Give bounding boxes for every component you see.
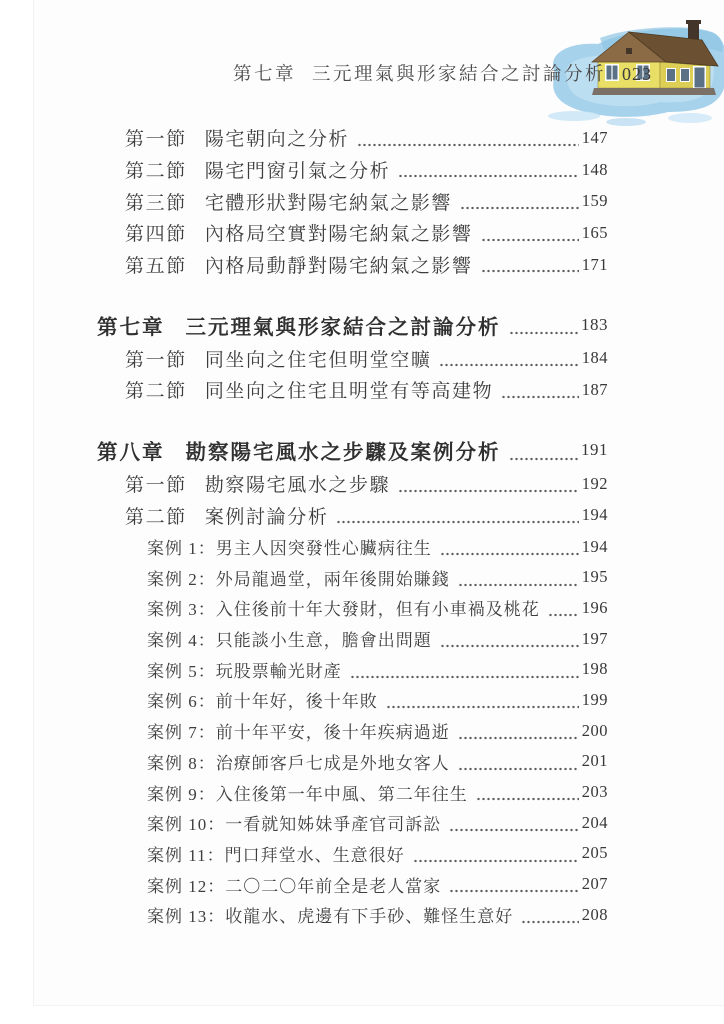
toc-entry bbox=[97, 154, 608, 186]
toc-entry-page: 195 bbox=[581, 567, 608, 587]
toc-entry-page: 187 bbox=[581, 379, 608, 399]
toc-entry-page: 184 bbox=[581, 348, 608, 368]
toc-entry bbox=[97, 807, 608, 838]
toc-entry bbox=[97, 500, 608, 532]
watercolor-streak bbox=[548, 111, 600, 121]
toc-entry bbox=[97, 307, 608, 342]
toc-entry-title: 陽宅門窗引氣之分析 bbox=[204, 161, 391, 183]
header-title: 三元理氣與形家結合之討論分析 bbox=[312, 65, 607, 85]
toc-entry-label: 第二節 bbox=[125, 381, 187, 403]
toc-entry bbox=[97, 838, 608, 869]
running-header bbox=[233, 60, 652, 86]
toc-entry-title: 內格局動靜對陽宅納氣之影響 bbox=[204, 256, 473, 278]
toc-entry-label: 案例 4： bbox=[147, 631, 216, 651]
toc-entry-label: 第二節 bbox=[125, 161, 187, 183]
toc-entry bbox=[97, 468, 608, 500]
toc-entry bbox=[97, 777, 608, 808]
toc-entry-page: 194 bbox=[581, 505, 608, 525]
toc-entry-label: 第五節 bbox=[125, 256, 187, 278]
toc-entry bbox=[97, 374, 608, 406]
toc-entry bbox=[97, 869, 608, 900]
toc-entry-label: 第一節 bbox=[125, 349, 187, 371]
toc-entry bbox=[97, 122, 608, 154]
toc-entry bbox=[97, 654, 608, 685]
toc-entry-label: 案例 10： bbox=[147, 815, 226, 835]
toc-entry bbox=[97, 562, 608, 593]
toc-entry-title: 宅體形狀對陽宅納氣之影響 bbox=[204, 192, 453, 214]
toc-entry bbox=[97, 623, 608, 654]
toc-entry-page: 159 bbox=[581, 191, 608, 211]
toc-entry-title: 陽宅朝向之分析 bbox=[204, 129, 350, 151]
toc-entry bbox=[97, 217, 608, 249]
toc-entry-label: 第三節 bbox=[125, 192, 187, 214]
toc-entry-title: 內格局空實對陽宅納氣之影響 bbox=[204, 224, 473, 246]
toc-entry-title: 前十年好，後十年敗 bbox=[215, 692, 378, 712]
toc-entry-title: 案例討論分析 bbox=[204, 506, 329, 528]
dot-leader bbox=[458, 736, 579, 740]
toc-entry-label: 案例 5： bbox=[147, 661, 216, 681]
dot-leader bbox=[509, 331, 579, 335]
toc-entry-title: 入住後第一年中風、第二年往生 bbox=[215, 784, 468, 804]
dot-leader bbox=[440, 644, 579, 648]
toc-entry bbox=[97, 715, 608, 746]
toc-entry-title: 男主人因突發性心臟病往生 bbox=[215, 539, 432, 559]
dot-leader bbox=[398, 489, 579, 493]
toc-entry-label: 案例 13： bbox=[147, 907, 226, 927]
toc-entry-page: 196 bbox=[581, 597, 608, 617]
toc-entry-page: 148 bbox=[581, 159, 608, 179]
toc-entry-label: 案例 12： bbox=[147, 876, 226, 896]
header-chapter: 第七章 bbox=[233, 65, 297, 85]
toc-entry-page: 183 bbox=[581, 314, 608, 334]
dot-leader bbox=[398, 174, 579, 178]
toc-entry-label: 案例 11： bbox=[147, 845, 225, 865]
toc-entry-page: 191 bbox=[581, 440, 608, 460]
toc-entry-title: 只能談小生意，膽會出問題 bbox=[215, 631, 432, 651]
toc-entry-title: 二〇二〇年前全是老人當家 bbox=[225, 876, 442, 896]
toc-entry bbox=[97, 899, 608, 930]
dot-leader bbox=[481, 269, 579, 273]
toc-entry-page: 203 bbox=[581, 782, 608, 802]
dot-leader bbox=[336, 520, 578, 524]
toc-entry-page: 198 bbox=[581, 659, 608, 679]
toc-entry bbox=[97, 593, 608, 624]
dot-leader bbox=[481, 238, 579, 242]
toc-entry-label: 案例 1： bbox=[147, 539, 216, 559]
toc-entry-label: 第一節 bbox=[125, 475, 187, 497]
toc-entry-page: 199 bbox=[581, 689, 608, 709]
toc-entry-title: 玩股票輸光財產 bbox=[215, 661, 342, 681]
toc-entry-page: 207 bbox=[581, 874, 608, 894]
toc-entry-page: 192 bbox=[581, 473, 608, 493]
toc-entry-title: 一看就知姊妹爭產官司訴訟 bbox=[225, 815, 442, 835]
toc-entry-label: 第二節 bbox=[125, 506, 187, 528]
toc-entry-title: 勘察陽宅風水之步驟及案例分析 bbox=[185, 441, 501, 465]
toc-entry bbox=[97, 342, 608, 374]
toc-entry-page: 147 bbox=[581, 127, 608, 147]
toc-entry-title: 收龍水、虎邊有下手砂、難怪生意好 bbox=[225, 907, 514, 927]
toc-entry-page: 200 bbox=[581, 720, 608, 740]
toc-entry-label: 案例 8： bbox=[147, 753, 216, 773]
dot-leader bbox=[521, 920, 579, 924]
dot-leader bbox=[386, 705, 579, 709]
toc-entry-title: 門口拜堂水、生意很好 bbox=[224, 845, 405, 865]
toc-entry-page: 165 bbox=[581, 222, 608, 242]
dot-leader bbox=[449, 828, 579, 832]
toc-list bbox=[97, 122, 608, 930]
watercolor-streak bbox=[606, 118, 646, 126]
toc-entry-label: 第一節 bbox=[125, 129, 187, 151]
dot-leader bbox=[449, 889, 579, 893]
dot-leader bbox=[460, 206, 579, 210]
dot-leader bbox=[357, 143, 579, 147]
toc-entry-label: 第四節 bbox=[125, 224, 187, 246]
toc-entry-title: 外局龍過堂，兩年後開始賺錢 bbox=[215, 569, 450, 589]
header-page-number: 023 bbox=[622, 64, 653, 84]
toc-entry-title: 治療師客戶七成是外地女客人 bbox=[215, 753, 450, 773]
dot-leader bbox=[350, 675, 579, 679]
toc-entry-title: 同坐向之住宅且明堂有等高建物 bbox=[204, 381, 494, 403]
toc-entry-label: 第八章 bbox=[97, 441, 165, 465]
toc-entry-title: 同坐向之住宅但明堂空曠 bbox=[204, 349, 432, 371]
toc-entry-label: 案例 7： bbox=[147, 723, 216, 743]
dot-leader bbox=[458, 767, 579, 771]
toc-entry-label: 第七章 bbox=[97, 315, 165, 339]
toc-entry bbox=[97, 685, 608, 716]
dot-leader bbox=[439, 363, 578, 367]
toc-entry-label: 案例 6： bbox=[147, 692, 216, 712]
dot-leader bbox=[413, 859, 579, 863]
toc-entry-label: 案例 2： bbox=[147, 569, 216, 589]
toc-entry-page: 205 bbox=[581, 843, 608, 863]
toc-entry-page: 201 bbox=[581, 751, 608, 771]
toc-entry bbox=[97, 746, 608, 777]
toc-entry-title: 勘察陽宅風水之步驟 bbox=[204, 475, 391, 497]
dot-leader bbox=[458, 583, 579, 587]
toc-entry-label: 案例 9： bbox=[147, 784, 216, 804]
toc-entry-page: 171 bbox=[581, 254, 608, 274]
toc-entry-label: 案例 3： bbox=[147, 600, 216, 620]
toc-entry-page: 197 bbox=[581, 628, 608, 648]
dot-leader bbox=[440, 552, 579, 556]
dot-leader bbox=[476, 797, 579, 801]
toc-entry-title: 入住後前十年大發財，但有小車禍及桃花 bbox=[215, 600, 540, 620]
toc-entry bbox=[97, 185, 608, 217]
toc-entry-title: 三元理氣與形家結合之討論分析 bbox=[185, 315, 501, 339]
toc-entry bbox=[97, 249, 608, 281]
toc-entry bbox=[97, 531, 608, 562]
toc-entry-title: 前十年平安，後十年疾病過逝 bbox=[215, 723, 450, 743]
dot-leader bbox=[501, 395, 579, 399]
watercolor-streak bbox=[668, 113, 712, 123]
toc-entry-page: 204 bbox=[581, 812, 608, 832]
dot-leader bbox=[509, 457, 579, 461]
toc-entry-page: 208 bbox=[581, 904, 608, 924]
toc-entry bbox=[97, 433, 608, 468]
dot-leader bbox=[548, 613, 579, 617]
toc-entry-page: 194 bbox=[581, 536, 608, 556]
